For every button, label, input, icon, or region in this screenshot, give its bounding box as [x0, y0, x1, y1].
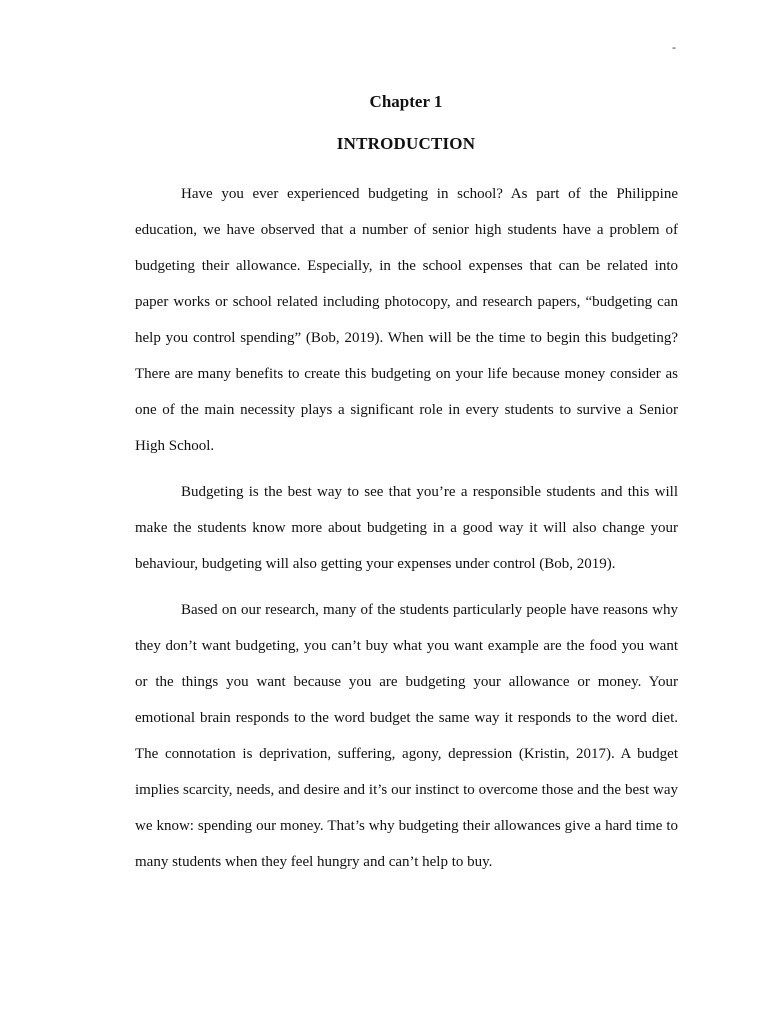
paragraph-1: Have you ever experienced budgeting in school? As part of the Philippine education, we have observed that a number of senior high students have a problem of budgeting their allowance. Especially, in the school expenses that can be related into paper works or school related including photocopy, and research papers, “budgeting can help you control spending” (Bob, 2019). When will be the time to begin this budgeting? There are many benefits to create this budgeting on your life because money consider as one of the main necessity plays a significant role in every students to survive a Senior High School.: [135, 186, 678, 454]
chapter-label: Chapter 1: [369, 92, 443, 111]
paragraph-2: Budgeting is the best way to see that you’re a responsible students and this will make the students know more about budgeting in a good way it will also change your behaviour, budgeting will also getting your expenses under control (Bob, 2019).: [135, 484, 678, 572]
chapter-title: INTRODUCTION: [336, 134, 476, 153]
body-text: [135, 176, 678, 890]
paragraph-3: Based on our research, many of the students particularly people have reasons why they don’t want budgeting, you can’t buy what you want example are the food you want or the things you want because you are budgeting your allowance or money. Your emotional brain responds to the word budget the same way it responds to the word diet. The connotation is deprivation, suffering, agony, depression (Kristin, 2017). A budget implies scarcity, needs, and desire and it’s our instinct to overcome those and the best way we know: spending our money. That’s why budgeting their allowances give a hard time to many students when they feel hungry and can’t help to buy.: [135, 602, 678, 870]
page-mark: -: [672, 40, 676, 54]
